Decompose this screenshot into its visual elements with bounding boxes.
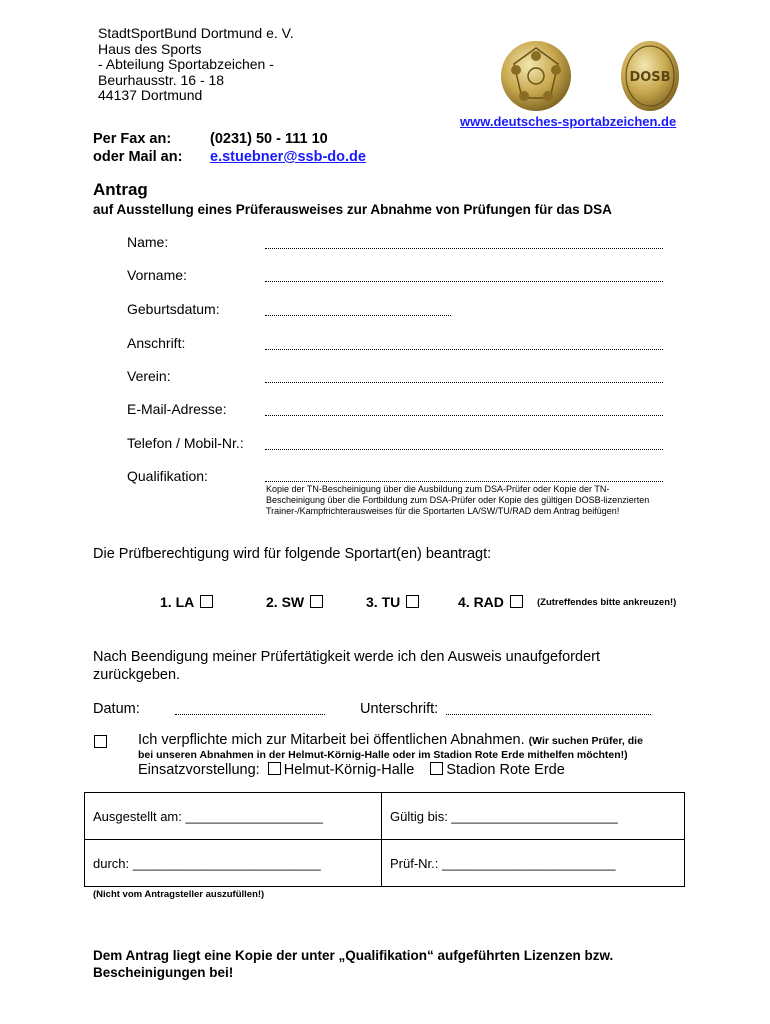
sport-label-rad: 4. RAD [458,594,504,610]
issued-cell[interactable]: Ausgestellt am: ___________________ [85,793,382,840]
website-link[interactable]: www.deutsches-sportabzeichen.de [460,114,677,129]
footer-line-2: Bescheinigungen bei! [93,965,234,980]
deployment-option-1: Helmut-Körnig-Halle [283,762,415,778]
sport-option-sw[interactable] [266,594,323,610]
sport-hint: (Zutreffendes bitte ankreuzen!) [537,597,677,608]
checkbox-stadion-rote-erde[interactable] [430,762,443,775]
fax-label: Per Fax an: [93,131,172,147]
volunteer-statement: Ich verpflichte mich zur Mitarbeit bei öffentlichen Abnahmen. [138,732,525,748]
qualification-field[interactable] [265,481,663,482]
deployment-label: Einsatzvorstellung: [138,762,260,778]
club-label: Verein: [127,368,171,384]
volunteer-text [138,732,643,748]
first-name-field[interactable] [265,281,663,282]
footer-line-1: Dem Antrag liegt eine Kopie der unter „Qualifikation“ aufgeführten Lizenzen bzw. [93,948,614,963]
volunteer-checkbox[interactable] [94,735,107,748]
checkbox-sw[interactable] [310,595,323,608]
address-line-5: 44137 Dortmund [98,87,203,103]
phone-label: Telefon / Mobil-Nr.: [127,435,244,451]
first-name-label: Vorname: [127,267,187,283]
sport-option-rad[interactable] [458,594,523,610]
mail-label: oder Mail an: [93,149,183,165]
form-title: Antrag [93,180,148,199]
valid-until-cell[interactable]: Gültig bis: _______________________ [382,793,685,840]
checkbox-rad[interactable] [510,595,523,608]
checkbox-helmut-koernig-halle[interactable] [268,762,281,775]
birthdate-label: Geburtsdatum: [127,301,220,317]
sender-address [98,26,294,104]
address-line-2: Haus des Sports [98,40,202,57]
club-field[interactable] [265,382,663,383]
dosb-logo-text: DOSB [629,70,671,85]
address-line-4: Beurhausstr. 16 - 18 [98,71,225,88]
volunteer-hint-2: bei unseren Abnahmen in der Helmut-Körnig-Halle oder im Stadion Rote Erde mithelfen möchten!) [138,749,628,761]
phone-field[interactable] [265,449,663,450]
checkbox-tu[interactable] [406,595,419,608]
mail-link[interactable]: e.stuebner@ssb-do.de [210,149,366,165]
sport-option-tu[interactable] [366,594,419,610]
address-line-1: StadtSportBund Dortmund e. V. [98,25,294,41]
date-label: Datum: [93,701,140,717]
office-note: (Nicht vom Antragsteller auszufüllen!) [93,889,265,900]
address-field[interactable] [265,349,663,350]
return-line-1: Nach Beendigung meiner Prüfertätigkeit werde ich den Ausweis unaufgefordert [93,649,600,665]
email-label: E-Mail-Adresse: [127,401,227,417]
sportabzeichen-logo-icon [500,40,572,112]
qualification-note: Kopie der TN-Bescheinigung über die Ausbildung zum DSA-Prüfer oder Kopie der TN-Bescheinigung über die Fortbildung zum DSA-Prüfer oder Kopie des gültigen DOSB-lizenzierten Trainer-/Kampfrichterausweises für die Sportarten LA/SW/TU/RAD dem Antrag beifügen! [266,484,650,516]
checkbox-la[interactable] [200,595,213,608]
deployment-row [138,762,565,778]
fax-value: (0231) 50 - 111 10 [210,131,328,147]
examiner-number-cell[interactable]: Prüf-Nr.: ________________________ [382,840,685,887]
office-use-table [84,792,685,887]
sport-label-tu: 3. TU [366,594,401,610]
issued-by-cell[interactable]: durch: __________________________ [85,840,382,887]
date-field[interactable] [175,714,325,715]
qualification-label: Qualifikation: [127,468,208,484]
return-line-2: zurückgeben. [93,667,181,683]
name-field[interactable] [265,248,663,249]
name-label: Name: [127,234,169,250]
sport-label-la: 1. LA [160,594,195,610]
signature-field[interactable] [446,714,651,715]
form-subtitle: auf Ausstellung eines Prüferausweises zur Abnahme von Prüfungen für das DSA [93,202,612,217]
deployment-option-2: Stadion Rote Erde [446,762,565,778]
address-label: Anschrift: [127,335,186,351]
email-field[interactable] [265,415,663,416]
sport-option-la[interactable] [160,594,213,610]
sport-intro: Die Prüfberechtigung wird für folgende Sportart(en) beantragt: [93,546,492,562]
sport-label-sw: 2. SW [266,594,305,610]
birthdate-field[interactable] [265,315,451,316]
dosb-logo-icon [620,40,680,112]
signature-label: Unterschrift: [360,701,439,717]
volunteer-hint-1: (Wir suchen Prüfer, die [528,735,643,747]
address-line-3: - Abteilung Sportabzeichen - [98,56,274,72]
